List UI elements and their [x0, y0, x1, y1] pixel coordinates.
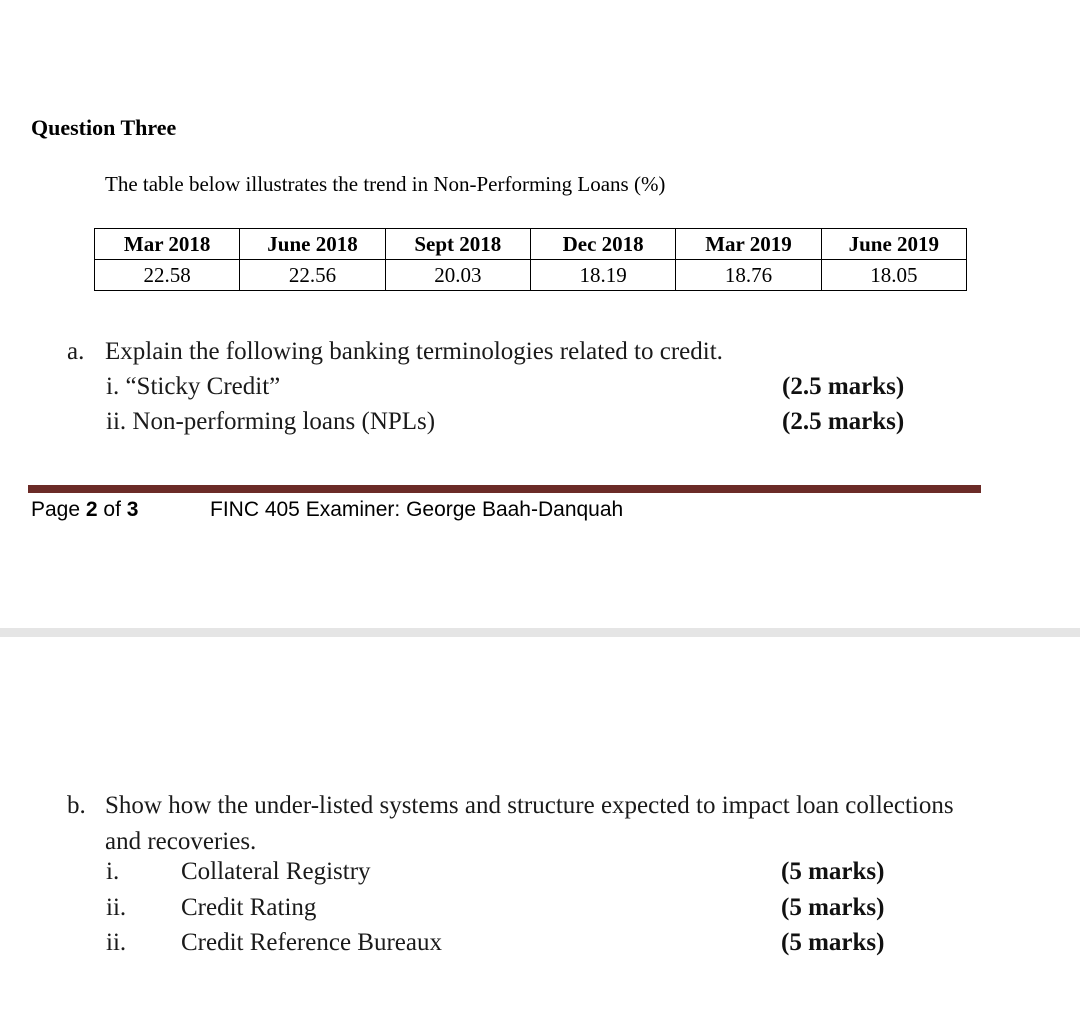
part-a-item: ii. Non-performing loans (NPLs) [106, 408, 436, 435]
table-cell: 20.03 [385, 260, 530, 291]
footer-divider [28, 485, 981, 493]
table-header-cell: Dec 2018 [530, 229, 675, 260]
part-b-item-number: i. [106, 858, 120, 885]
part-b-item-number: ii. [106, 894, 127, 921]
table-row [95, 260, 967, 291]
part-b-item-marks: (5 marks) [781, 929, 885, 956]
page-number-prefix: Page [31, 498, 86, 521]
table-header-cell: Mar 2018 [95, 229, 240, 260]
table-header-cell: Mar 2019 [676, 229, 821, 260]
part-b-prompt [67, 788, 965, 860]
part-a-prompt [67, 338, 723, 366]
table-cell: 18.05 [821, 260, 966, 291]
part-a-item: i. “Sticky Credit” [106, 373, 281, 400]
page-number-current: 2 [85, 498, 98, 521]
page-footer [31, 498, 624, 522]
table-header-cell: June 2019 [821, 229, 966, 260]
table-header-cell: June 2018 [240, 229, 385, 260]
question-title: Question Three [31, 115, 177, 140]
table-header-cell: Sept 2018 [385, 229, 530, 260]
table-cell: 18.19 [530, 260, 675, 291]
part-b-label: b. [67, 792, 86, 819]
question-intro: The table below illustrates the trend in Non-Performing Loans (%) [105, 172, 666, 196]
page-number-total: 3 [126, 498, 139, 521]
part-b-item-name: Credit Reference Bureaux [181, 929, 442, 956]
table-cell: 22.56 [240, 260, 385, 291]
document-page-2 [0, 637, 1080, 1011]
part-b-item-name: Collateral Registry [181, 858, 371, 885]
part-a-item-marks: (2.5 marks) [782, 408, 905, 435]
part-b-item-marks: (5 marks) [781, 858, 885, 885]
part-b-item-name: Credit Rating [181, 894, 317, 921]
part-b-text: Show how the under-listed systems and structure expected to impact loan collections and recoveries. [105, 792, 954, 855]
table-cell: 18.76 [676, 260, 821, 291]
part-a-item-marks: (2.5 marks) [782, 373, 905, 400]
page-separator [0, 628, 1080, 637]
npl-table [94, 228, 967, 291]
part-b-item-marks: (5 marks) [781, 894, 885, 921]
course-examiner: FINC 405 Examiner: George Baah-Danquah [210, 498, 624, 521]
table-cell: 22.58 [95, 260, 240, 291]
part-a-label: a. [67, 338, 85, 365]
page-number-of: of [97, 498, 127, 521]
part-b-item-number: ii. [106, 929, 127, 956]
table-header-row [95, 229, 967, 260]
part-a-text: Explain the following banking terminologies related to credit. [105, 338, 723, 365]
